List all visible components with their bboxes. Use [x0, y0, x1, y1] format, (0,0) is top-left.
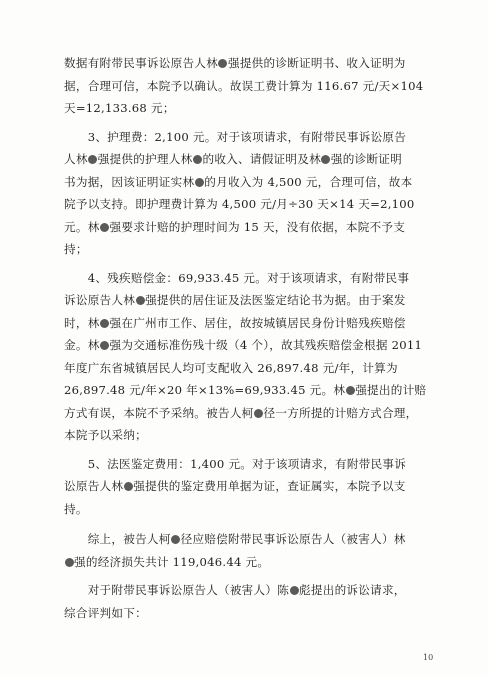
text-line: 持。: [64, 501, 88, 516]
page-number: 10: [423, 653, 434, 662]
redaction-mark: [100, 319, 109, 328]
text-line: 强的经济损失共计 119,046.44 元。: [64, 551, 436, 574]
redaction-mark: [136, 296, 145, 305]
text-line: 3、护理费：2,100 元。对于该项请求，有附带民事诉讼原告: [64, 129, 407, 144]
text-line: 本院予以采纳；: [64, 428, 147, 442]
redaction-mark: [254, 409, 263, 418]
text-line: 院予以支持。即护理费计算为 4,500 元/月÷30 天×14 天=2,100: [64, 197, 415, 211]
text-line: 天=12,133.68 元；: [64, 101, 175, 115]
redaction-mark: [88, 155, 97, 164]
text-line: 数据有附带民事诉讼原告人林 强提供的诊断证明书、收入证明为: [64, 56, 406, 70]
text-line: 书为据，因该证明证实林 的月收入为 4,500 元，合理可信，故本: [64, 174, 413, 189]
text-line: 人林 强提供的护理人林 的收入、请假证明及林 强的诊断证明: [64, 152, 402, 166]
document-body: [64, 52, 436, 624]
text-line: 综上，被告人柯 径应赔偿附带民事诉讼原告人（被害人）林: [64, 532, 406, 546]
redaction-mark: [100, 341, 109, 350]
text-line: 讼原告人林 强提供的鉴定费用单据为证，查证属实，本院予以支: [64, 479, 406, 493]
text-line: 综合评判如下：: [64, 605, 147, 620]
text-line: 方式有误，本院不予采纳。被告人柯 径一方所提的计赔方式合理，: [64, 405, 418, 420]
redaction-mark: [195, 178, 204, 187]
text-line: 对于附带民事诉讼原告人（被害人）陈 彪提出的诉讼请求，: [64, 583, 406, 597]
text-line: 时，林 强在广州市工作、居住，故按城镇居民身份计赔残疾赔偿: [64, 315, 406, 330]
redaction-mark: [218, 59, 227, 68]
redaction-mark: [124, 482, 133, 491]
text-line: 持；: [64, 242, 88, 256]
text-line: 4、残疾赔偿金：69,933.45 元。对于该项请求，有附带民事: [64, 270, 410, 285]
text-line: 诉讼原告人林 强提供的居住证及法医鉴定结论书为据。由于案发: [64, 293, 406, 307]
redaction-mark: [65, 558, 74, 567]
redaction-mark: [171, 535, 180, 544]
redaction-mark: [290, 586, 299, 595]
redaction-mark: [321, 155, 330, 164]
text-line: 据，合理可信，本院予以确认。故误工费计算为 116.67 元/天×104: [64, 78, 424, 93]
text-line: 元。林 强要求计赔的护理时间为 15 天，没有依据，本院不予支: [64, 219, 406, 234]
text-line: 5、法医鉴定费用：1,400 元。对于该项请求，有附带民事诉: [64, 456, 407, 471]
text-line: 年度广东省城镇居民人均可支配收入 26,897.48 元/年，计算为: [64, 360, 398, 375]
redaction-mark: [193, 155, 202, 164]
redaction-mark: [100, 223, 109, 232]
text-line: 金。林 强为交通标准伤残十级（4 个），故其残疾赔偿金根据 2011: [64, 338, 423, 352]
text-line: 26,897.48 元/年×20 年×13%=69,933.45 元。林 强提出的计赔: [64, 383, 427, 397]
redaction-mark: [346, 386, 355, 395]
